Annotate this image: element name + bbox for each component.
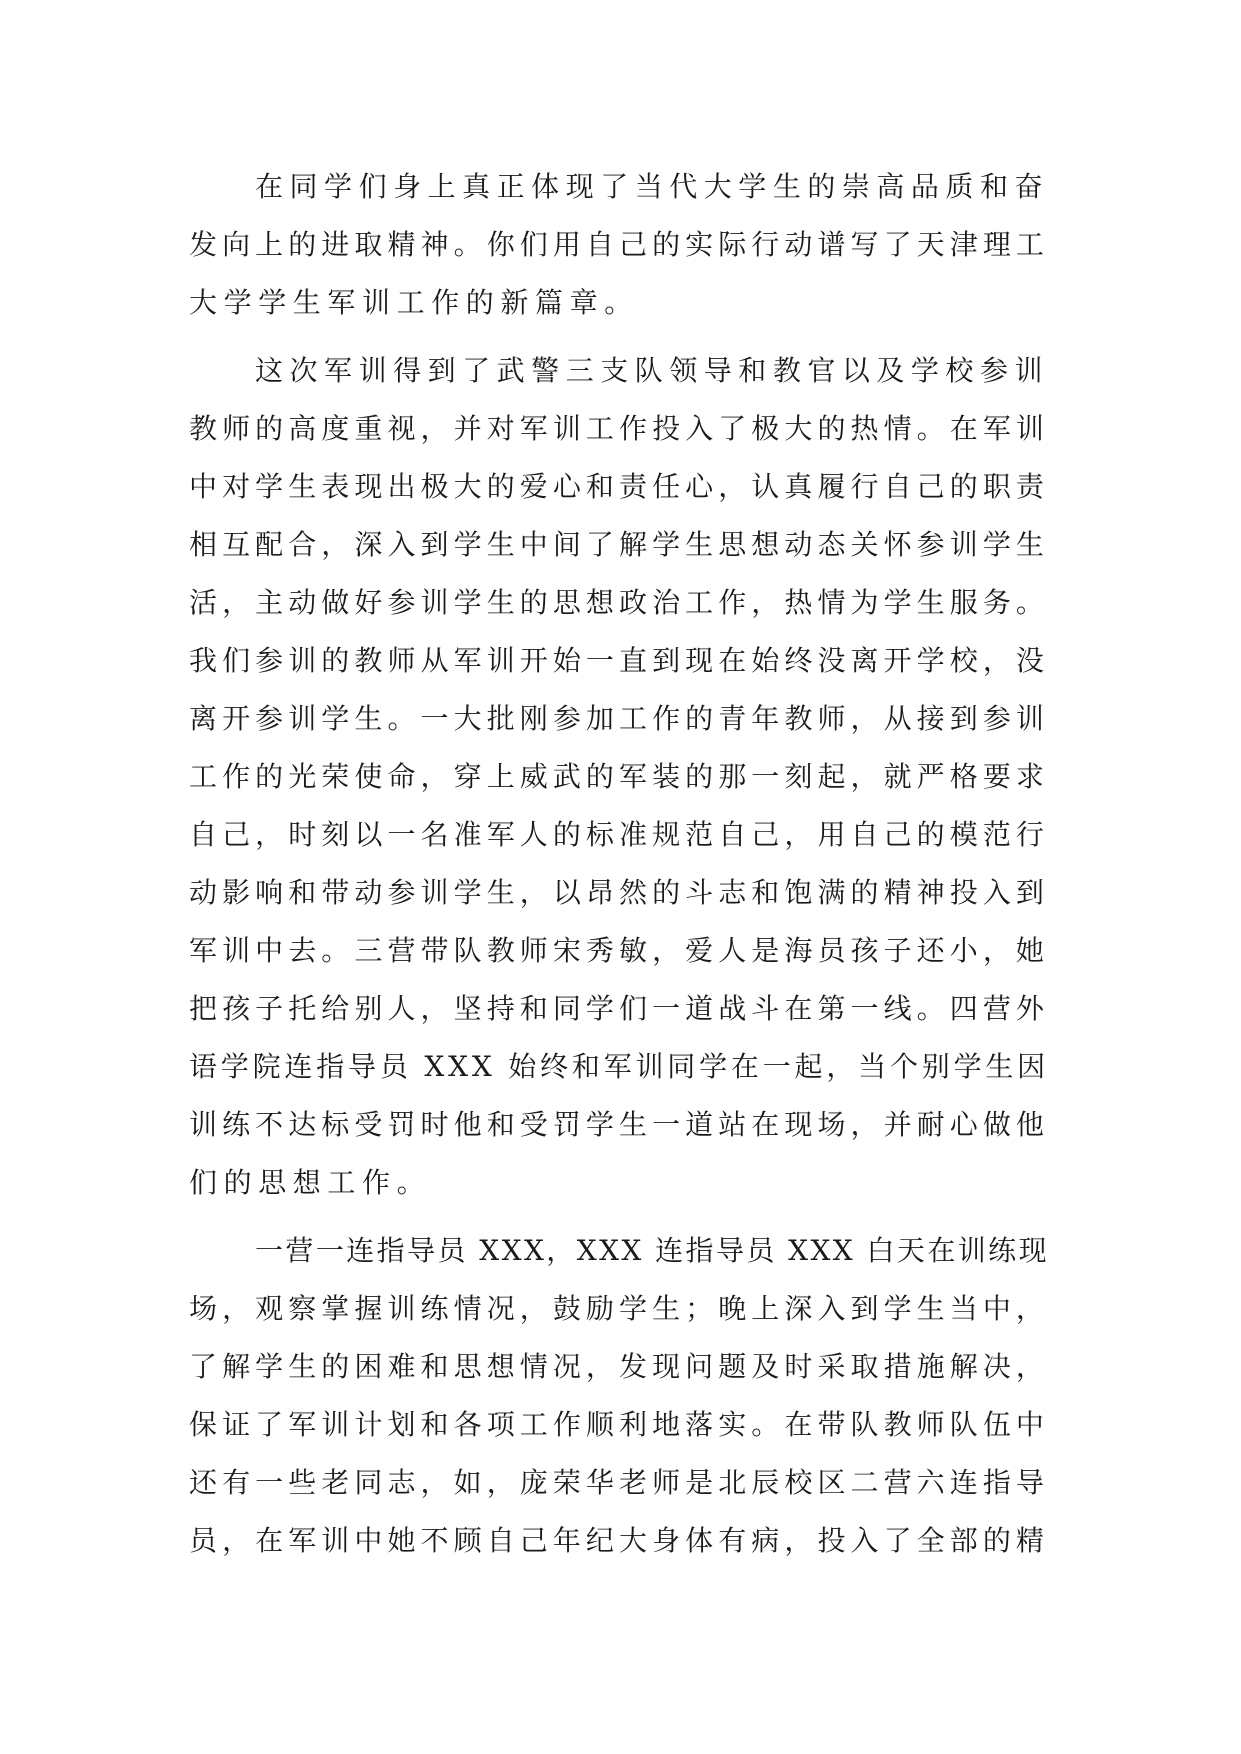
text-line: 训练不达标受罚时他和受罚学生一道站在现场，并耐心做他	[189, 1108, 1049, 1141]
paragraph-2	[189, 342, 1049, 1212]
text-line: 工作的光荣使命，穿上威武的军装的那一刻起，就严格要求	[189, 760, 1049, 793]
text-line: 场，观察掌握训练情况，鼓励学生；晚上深入到学生当中，	[189, 1292, 1049, 1325]
document-body	[189, 158, 1049, 1570]
text-line: 我们参训的教师从军训开始一直到现在始终没离开学校，没	[189, 644, 1049, 677]
text-line: 发向上的进取精神。你们用自己的实际行动谱写了天津理工	[189, 228, 1049, 261]
paragraph-3	[189, 1222, 1049, 1570]
text-line: 离开参训学生。一大批刚参加工作的青年教师，从接到参训	[189, 702, 1049, 735]
text-line: 把孩子托给别人，坚持和同学们一道战斗在第一线。四营外	[189, 992, 1049, 1025]
text-line: 大学学生军训工作的新篇章。	[189, 286, 639, 319]
text-line: 自己，时刻以一名准军人的标准规范自己，用自己的模范行	[189, 818, 1049, 851]
text-line: 语学院连指导员 XXX 始终和军训同学在一起，当个别学生因	[189, 1050, 1049, 1083]
text-line: 在同学们身上真正体现了当代大学生的崇高品质和奋	[255, 170, 1049, 203]
text-line: 活，主动做好参训学生的思想政治工作，热情为学生服务。	[189, 586, 1049, 619]
text-line: 军训中去。三营带队教师宋秀敏，爱人是海员孩子还小，她	[189, 934, 1049, 967]
text-line: 中对学生表现出极大的爱心和责任心，认真履行自己的职责	[189, 470, 1049, 503]
text-line: 还有一些老同志，如，庞荣华老师是北辰校区二营六连指导	[189, 1466, 1049, 1499]
text-line: 动影响和带动参训学生，以昂然的斗志和饱满的精神投入到	[189, 876, 1049, 909]
text-line: 们的思想工作。	[189, 1166, 432, 1199]
text-line: 相互配合，深入到学生中间了解学生思想动态关怀参训学生	[189, 528, 1049, 561]
text-line: 这次军训得到了武警三支队领导和教官以及学校参训	[255, 354, 1049, 387]
text-line: 教师的高度重视，并对军训工作投入了极大的热情。在军训	[189, 412, 1049, 445]
text-line: 保证了军训计划和各项工作顺利地落实。在带队教师队伍中	[189, 1408, 1049, 1441]
text-line: 了解学生的困难和思想情况，发现问题及时采取措施解决，	[189, 1350, 1049, 1383]
paragraph-1	[189, 158, 1049, 332]
text-line: 一营一连指导员 XXX，XXX 连指导员 XXX 白天在训练现	[255, 1234, 1049, 1267]
text-line: 员，在军训中她不顾自己年纪大身体有病，投入了全部的精	[189, 1524, 1049, 1557]
